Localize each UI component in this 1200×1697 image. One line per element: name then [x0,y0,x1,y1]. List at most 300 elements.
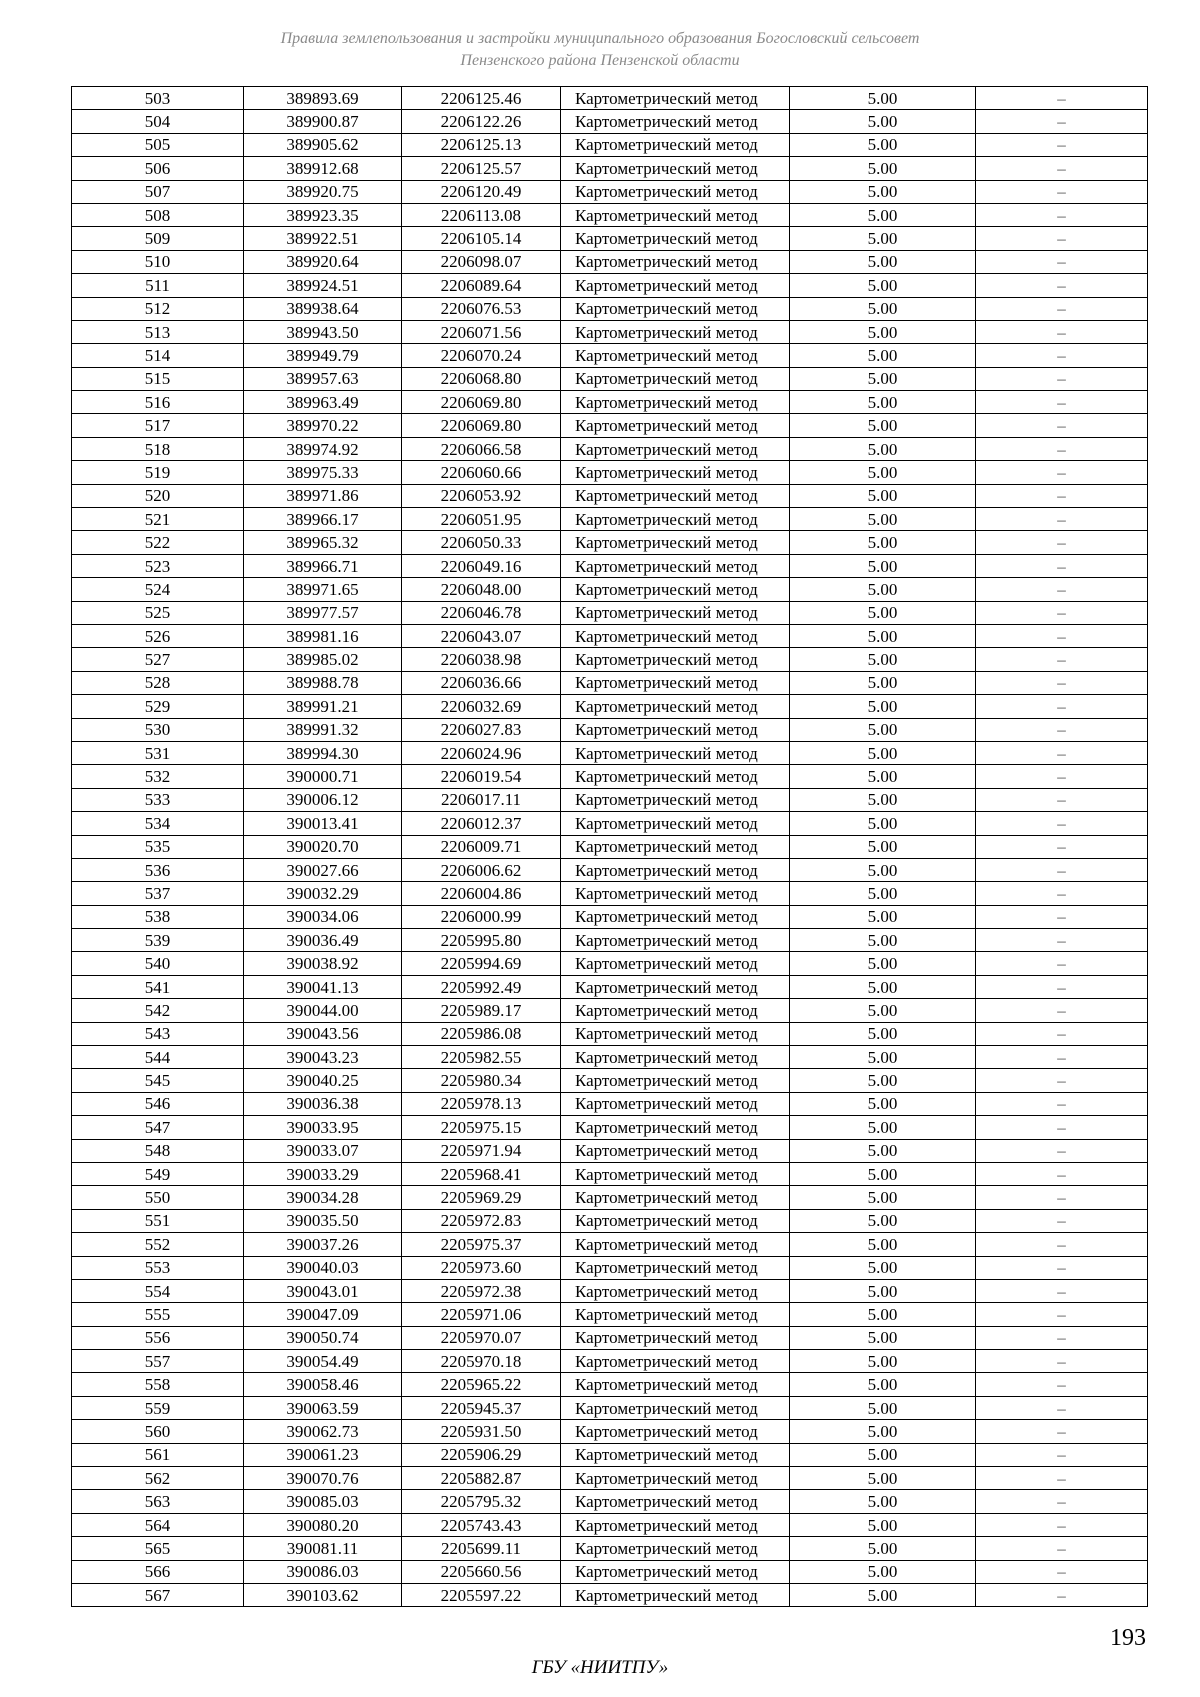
table-row [72,1233,1148,1256]
point-number-cell: 528 [72,671,244,694]
note-cell: – [976,929,1148,952]
accuracy-cell: 5.00 [790,531,976,554]
note-cell: – [976,437,1148,460]
y-coordinate-cell: 2205971.06 [402,1303,561,1326]
accuracy-cell: 5.00 [790,1396,976,1419]
method-cell: Картометрический метод [561,157,790,180]
y-coordinate-cell: 2205699.11 [402,1537,561,1560]
x-coordinate-cell: 389949.79 [244,344,402,367]
table-row [72,1069,1148,1092]
accuracy-cell: 5.00 [790,1443,976,1466]
x-coordinate-cell: 390034.06 [244,905,402,928]
coordinates-table-body [72,87,1148,1607]
note-cell: – [976,1420,1148,1443]
y-coordinate-cell: 2206068.80 [402,367,561,390]
x-coordinate-cell: 389938.64 [244,297,402,320]
method-cell: Картометрический метод [561,1116,790,1139]
x-coordinate-cell: 390103.62 [244,1584,402,1607]
point-number-cell: 515 [72,367,244,390]
coordinates-table [71,86,1148,1607]
x-coordinate-cell: 389966.17 [244,508,402,531]
note-cell: – [976,671,1148,694]
y-coordinate-cell: 2205743.43 [402,1513,561,1536]
method-cell: Картометрический метод [561,999,790,1022]
point-number-cell: 513 [72,320,244,343]
point-number-cell: 533 [72,788,244,811]
accuracy-cell: 5.00 [790,554,976,577]
accuracy-cell: 5.00 [790,975,976,998]
x-coordinate-cell: 390086.03 [244,1560,402,1583]
point-number-cell: 559 [72,1396,244,1419]
accuracy-cell: 5.00 [790,882,976,905]
y-coordinate-cell: 2206113.08 [402,203,561,226]
note-cell: – [976,1373,1148,1396]
point-number-cell: 562 [72,1467,244,1490]
table-row [72,624,1148,647]
point-number-cell: 527 [72,648,244,671]
point-number-cell: 554 [72,1279,244,1302]
method-cell: Картометрический метод [561,484,790,507]
note-cell: – [976,858,1148,881]
x-coordinate-cell: 390085.03 [244,1490,402,1513]
table-row [72,157,1148,180]
point-number-cell: 551 [72,1209,244,1232]
x-coordinate-cell: 390043.23 [244,1046,402,1069]
y-coordinate-cell: 2206006.62 [402,858,561,881]
method-cell: Картометрический метод [561,297,790,320]
accuracy-cell: 5.00 [790,87,976,110]
note-cell: – [976,882,1148,905]
x-coordinate-cell: 389912.68 [244,157,402,180]
accuracy-cell: 5.00 [790,812,976,835]
point-number-cell: 565 [72,1537,244,1560]
method-cell: Картометрический метод [561,203,790,226]
note-cell: – [976,578,1148,601]
accuracy-cell: 5.00 [790,297,976,320]
x-coordinate-cell: 390040.03 [244,1256,402,1279]
method-cell: Картометрический метод [561,1420,790,1443]
method-cell: Картометрический метод [561,437,790,460]
point-number-cell: 534 [72,812,244,835]
accuracy-cell: 5.00 [790,180,976,203]
y-coordinate-cell: 2206069.80 [402,414,561,437]
point-number-cell: 520 [72,484,244,507]
method-cell: Картометрический метод [561,858,790,881]
note-cell: – [976,320,1148,343]
header-line-2: Пензенского района Пензенской области [460,52,740,69]
x-coordinate-cell: 389985.02 [244,648,402,671]
y-coordinate-cell: 2205972.83 [402,1209,561,1232]
note-cell: – [976,250,1148,273]
table-row [72,578,1148,601]
x-coordinate-cell: 390000.71 [244,765,402,788]
point-number-cell: 505 [72,133,244,156]
table-row [72,1467,1148,1490]
point-number-cell: 548 [72,1139,244,1162]
table-row [72,1560,1148,1583]
footer-organization: ГБУ «НИИТПУ» [531,1657,669,1678]
table-row [72,1396,1148,1419]
accuracy-cell: 5.00 [790,414,976,437]
page-number: 193 [1110,1625,1146,1651]
accuracy-cell: 5.00 [790,344,976,367]
point-number-cell: 564 [72,1513,244,1536]
point-number-cell: 523 [72,554,244,577]
accuracy-cell: 5.00 [790,320,976,343]
x-coordinate-cell: 390040.25 [244,1069,402,1092]
y-coordinate-cell: 2205968.41 [402,1162,561,1185]
accuracy-cell: 5.00 [790,718,976,741]
method-cell: Картометрический метод [561,1279,790,1302]
x-coordinate-cell: 389923.35 [244,203,402,226]
point-number-cell: 542 [72,999,244,1022]
point-number-cell: 525 [72,601,244,624]
note-cell: – [976,87,1148,110]
method-cell: Картометрический метод [561,765,790,788]
x-coordinate-cell: 390006.12 [244,788,402,811]
accuracy-cell: 5.00 [790,157,976,180]
y-coordinate-cell: 2205965.22 [402,1373,561,1396]
x-coordinate-cell: 390061.23 [244,1443,402,1466]
note-cell: – [976,788,1148,811]
x-coordinate-cell: 390036.38 [244,1092,402,1115]
table-row [72,250,1148,273]
y-coordinate-cell: 2206120.49 [402,180,561,203]
y-coordinate-cell: 2206046.78 [402,601,561,624]
accuracy-cell: 5.00 [790,601,976,624]
method-cell: Картометрический метод [561,952,790,975]
method-cell: Картометрический метод [561,1162,790,1185]
point-number-cell: 512 [72,297,244,320]
method-cell: Картометрический метод [561,835,790,858]
accuracy-cell: 5.00 [790,461,976,484]
method-cell: Картометрический метод [561,1584,790,1607]
y-coordinate-cell: 2205973.60 [402,1256,561,1279]
accuracy-cell: 5.00 [790,484,976,507]
table-row [72,1139,1148,1162]
table-row [72,367,1148,390]
method-cell: Картометрический метод [561,414,790,437]
note-cell: – [976,952,1148,975]
accuracy-cell: 5.00 [790,1420,976,1443]
y-coordinate-cell: 2205992.49 [402,975,561,998]
table-row [72,882,1148,905]
accuracy-cell: 5.00 [790,1467,976,1490]
table-row [72,1162,1148,1185]
y-coordinate-cell: 2206125.13 [402,133,561,156]
point-number-cell: 509 [72,227,244,250]
note-cell: – [976,624,1148,647]
x-coordinate-cell: 389966.71 [244,554,402,577]
method-cell: Картометрический метод [561,87,790,110]
table-row [72,274,1148,297]
x-coordinate-cell: 389971.65 [244,578,402,601]
note-cell: – [976,1116,1148,1139]
note-cell: – [976,344,1148,367]
x-coordinate-cell: 390036.49 [244,929,402,952]
x-coordinate-cell: 390047.09 [244,1303,402,1326]
method-cell: Картометрический метод [561,975,790,998]
y-coordinate-cell: 2205982.55 [402,1046,561,1069]
point-number-cell: 506 [72,157,244,180]
accuracy-cell: 5.00 [790,835,976,858]
note-cell: – [976,414,1148,437]
table-row [72,812,1148,835]
x-coordinate-cell: 389991.21 [244,695,402,718]
accuracy-cell: 5.00 [790,741,976,764]
y-coordinate-cell: 2206071.56 [402,320,561,343]
method-cell: Картометрический метод [561,1186,790,1209]
accuracy-cell: 5.00 [790,1186,976,1209]
y-coordinate-cell: 2206051.95 [402,508,561,531]
y-coordinate-cell: 2205980.34 [402,1069,561,1092]
table-row [72,1116,1148,1139]
note-cell: – [976,1584,1148,1607]
y-coordinate-cell: 2206017.11 [402,788,561,811]
x-coordinate-cell: 390063.59 [244,1396,402,1419]
method-cell: Картометрический метод [561,1069,790,1092]
x-coordinate-cell: 389975.33 [244,461,402,484]
table-row [72,508,1148,531]
method-cell: Картометрический метод [561,508,790,531]
table-row [72,180,1148,203]
note-cell: – [976,1092,1148,1115]
y-coordinate-cell: 2205986.08 [402,1022,561,1045]
note-cell: – [976,227,1148,250]
x-coordinate-cell: 390027.66 [244,858,402,881]
accuracy-cell: 5.00 [790,1233,976,1256]
method-cell: Картометрический метод [561,695,790,718]
note-cell: – [976,508,1148,531]
accuracy-cell: 5.00 [790,1490,976,1513]
point-number-cell: 530 [72,718,244,741]
x-coordinate-cell: 390033.29 [244,1162,402,1185]
y-coordinate-cell: 2205994.69 [402,952,561,975]
accuracy-cell: 5.00 [790,1279,976,1302]
point-number-cell: 540 [72,952,244,975]
accuracy-cell: 5.00 [790,671,976,694]
method-cell: Картометрический метод [561,133,790,156]
method-cell: Картометрический метод [561,1046,790,1069]
point-number-cell: 556 [72,1326,244,1349]
x-coordinate-cell: 390032.29 [244,882,402,905]
note-cell: – [976,1279,1148,1302]
y-coordinate-cell: 2205971.94 [402,1139,561,1162]
accuracy-cell: 5.00 [790,1373,976,1396]
y-coordinate-cell: 2206125.57 [402,157,561,180]
accuracy-cell: 5.00 [790,508,976,531]
y-coordinate-cell: 2205882.87 [402,1467,561,1490]
y-coordinate-cell: 2206050.33 [402,531,561,554]
y-coordinate-cell: 2206027.83 [402,718,561,741]
accuracy-cell: 5.00 [790,1303,976,1326]
x-coordinate-cell: 389893.69 [244,87,402,110]
method-cell: Картометрический метод [561,1303,790,1326]
x-coordinate-cell: 390038.92 [244,952,402,975]
method-cell: Картометрический метод [561,1233,790,1256]
table-row [72,975,1148,998]
x-coordinate-cell: 390058.46 [244,1373,402,1396]
table-row [72,952,1148,975]
table-row [72,1490,1148,1513]
method-cell: Картометрический метод [561,180,790,203]
method-cell: Картометрический метод [561,578,790,601]
note-cell: – [976,1069,1148,1092]
method-cell: Картометрический метод [561,648,790,671]
note-cell: – [976,975,1148,998]
y-coordinate-cell: 2206009.71 [402,835,561,858]
y-coordinate-cell: 2206060.66 [402,461,561,484]
method-cell: Картометрический метод [561,1326,790,1349]
accuracy-cell: 5.00 [790,133,976,156]
y-coordinate-cell: 2206066.58 [402,437,561,460]
point-number-cell: 537 [72,882,244,905]
y-coordinate-cell: 2206049.16 [402,554,561,577]
note-cell: – [976,1046,1148,1069]
y-coordinate-cell: 2205978.13 [402,1092,561,1115]
table-row [72,671,1148,694]
point-number-cell: 529 [72,695,244,718]
x-coordinate-cell: 389977.57 [244,601,402,624]
note-cell: – [976,812,1148,835]
note-cell: – [976,695,1148,718]
x-coordinate-cell: 390062.73 [244,1420,402,1443]
accuracy-cell: 5.00 [790,110,976,133]
y-coordinate-cell: 2205597.22 [402,1584,561,1607]
x-coordinate-cell: 390013.41 [244,812,402,835]
point-number-cell: 504 [72,110,244,133]
header-line-1: Правила землепользования и застройки муниципального образования Богословский сельсовет [280,30,920,47]
y-coordinate-cell: 2206098.07 [402,250,561,273]
accuracy-cell: 5.00 [790,227,976,250]
method-cell: Картометрический метод [561,1373,790,1396]
method-cell: Картометрический метод [561,882,790,905]
point-number-cell: 503 [72,87,244,110]
accuracy-cell: 5.00 [790,1092,976,1115]
note-cell: – [976,765,1148,788]
point-number-cell: 539 [72,929,244,952]
method-cell: Картометрический метод [561,344,790,367]
point-number-cell: 560 [72,1420,244,1443]
x-coordinate-cell: 390034.28 [244,1186,402,1209]
table-row [72,929,1148,952]
point-number-cell: 544 [72,1046,244,1069]
point-number-cell: 521 [72,508,244,531]
point-number-cell: 549 [72,1162,244,1185]
y-coordinate-cell: 2205906.29 [402,1443,561,1466]
y-coordinate-cell: 2206004.86 [402,882,561,905]
note-cell: – [976,1022,1148,1045]
method-cell: Картометрический метод [561,227,790,250]
point-number-cell: 508 [72,203,244,226]
table-row [72,1092,1148,1115]
table-row [72,1046,1148,1069]
table-row [72,1326,1148,1349]
table-row [72,741,1148,764]
method-cell: Картометрический метод [561,391,790,414]
point-number-cell: 545 [72,1069,244,1092]
table-row [72,391,1148,414]
method-cell: Картометрический метод [561,1443,790,1466]
table-row [72,484,1148,507]
method-cell: Картометрический метод [561,718,790,741]
x-coordinate-cell: 390044.00 [244,999,402,1022]
note-cell: – [976,1209,1148,1232]
table-row [72,110,1148,133]
table-row [72,531,1148,554]
note-cell: – [976,180,1148,203]
method-cell: Картометрический метод [561,461,790,484]
table-row [72,765,1148,788]
accuracy-cell: 5.00 [790,1513,976,1536]
x-coordinate-cell: 390080.20 [244,1513,402,1536]
x-coordinate-cell: 389963.49 [244,391,402,414]
x-coordinate-cell: 389957.63 [244,367,402,390]
method-cell: Картометрический метод [561,1022,790,1045]
y-coordinate-cell: 2205975.37 [402,1233,561,1256]
note-cell: – [976,741,1148,764]
table-row [72,1279,1148,1302]
note-cell: – [976,999,1148,1022]
y-coordinate-cell: 2206105.14 [402,227,561,250]
table-row [72,835,1148,858]
note-cell: – [976,1443,1148,1466]
x-coordinate-cell: 390054.49 [244,1350,402,1373]
x-coordinate-cell: 389900.87 [244,110,402,133]
table-row [72,718,1148,741]
method-cell: Картометрический метод [561,1139,790,1162]
note-cell: – [976,203,1148,226]
accuracy-cell: 5.00 [790,1022,976,1045]
table-row [72,1350,1148,1373]
note-cell: – [976,1396,1148,1419]
document-header [0,28,1200,72]
y-coordinate-cell: 2206038.98 [402,648,561,671]
y-coordinate-cell: 2206000.99 [402,905,561,928]
note-cell: – [976,1350,1148,1373]
accuracy-cell: 5.00 [790,695,976,718]
y-coordinate-cell: 2205975.15 [402,1116,561,1139]
accuracy-cell: 5.00 [790,1139,976,1162]
note-cell: – [976,718,1148,741]
method-cell: Картометрический метод [561,741,790,764]
method-cell: Картометрический метод [561,1560,790,1583]
table-row [72,461,1148,484]
accuracy-cell: 5.00 [790,1560,976,1583]
note-cell: – [976,391,1148,414]
table-row [72,648,1148,671]
accuracy-cell: 5.00 [790,1256,976,1279]
table-row [72,344,1148,367]
x-coordinate-cell: 389970.22 [244,414,402,437]
note-cell: – [976,110,1148,133]
note-cell: – [976,1467,1148,1490]
method-cell: Картометрический метод [561,1513,790,1536]
method-cell: Картометрический метод [561,554,790,577]
table-row [72,1584,1148,1607]
y-coordinate-cell: 2205660.56 [402,1560,561,1583]
method-cell: Картометрический метод [561,905,790,928]
accuracy-cell: 5.00 [790,905,976,928]
method-cell: Картометрический метод [561,601,790,624]
method-cell: Картометрический метод [561,788,790,811]
x-coordinate-cell: 389981.16 [244,624,402,647]
table-row [72,414,1148,437]
method-cell: Картометрический метод [561,812,790,835]
point-number-cell: 550 [72,1186,244,1209]
x-coordinate-cell: 390041.13 [244,975,402,998]
note-cell: – [976,157,1148,180]
